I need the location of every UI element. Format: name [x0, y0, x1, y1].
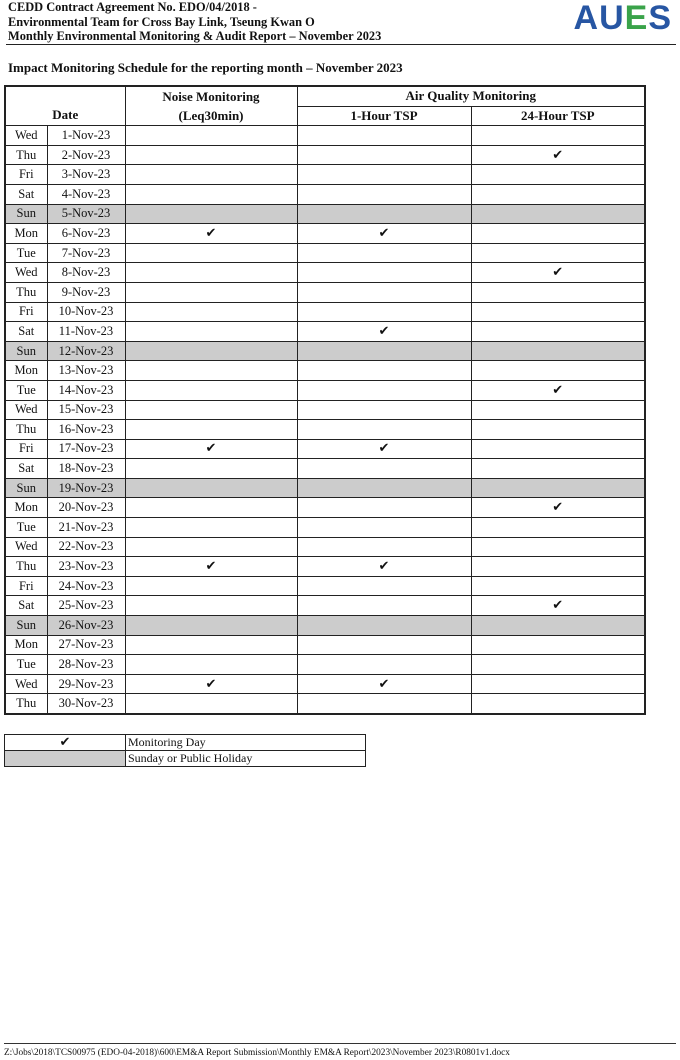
day-cell: Fri: [5, 576, 47, 596]
noise-cell: [125, 282, 297, 302]
day-cell: Sun: [5, 341, 47, 361]
tsp24-cell: [471, 537, 645, 557]
check-icon: ✔: [552, 147, 564, 163]
day-cell: Mon: [5, 224, 47, 244]
table-row: [5, 635, 645, 655]
noise-cell: [125, 302, 297, 322]
day-cell: Tue: [5, 518, 47, 538]
header-date: Date: [5, 86, 125, 126]
noise-cell: [125, 224, 297, 244]
date-cell: 12-Nov-23: [47, 341, 125, 361]
table-row: [5, 126, 645, 146]
tsp24-cell: [471, 498, 645, 518]
legend-row-tick: [5, 735, 366, 751]
noise-cell: [125, 459, 297, 479]
header-1hour-tsp: 1-Hour TSP: [297, 106, 471, 126]
day-cell: Tue: [5, 655, 47, 675]
table-row: [5, 420, 645, 440]
table-row: [5, 341, 645, 361]
noise-cell: [125, 341, 297, 361]
header-noise-unit: (Leq30min): [178, 108, 244, 123]
date-cell: 22-Nov-23: [47, 537, 125, 557]
noise-cell: [125, 439, 297, 459]
tsp1-cell: [297, 576, 471, 596]
table-row: [5, 400, 645, 420]
noise-cell: [125, 400, 297, 420]
tsp1-cell: [297, 694, 471, 714]
day-cell: Mon: [5, 635, 47, 655]
header-24hour-tsp: 24-Hour TSP: [471, 106, 645, 126]
date-cell: 29-Nov-23: [47, 674, 125, 694]
schedule-body: [5, 126, 645, 714]
date-cell: 16-Nov-23: [47, 420, 125, 440]
tsp24-cell: [471, 616, 645, 636]
day-cell: Tue: [5, 243, 47, 263]
noise-cell: [125, 557, 297, 577]
date-cell: 30-Nov-23: [47, 694, 125, 714]
logo-letter: A: [573, 0, 600, 37]
tsp24-cell: [471, 400, 645, 420]
monitoring-schedule-table: [4, 85, 646, 715]
tsp1-cell: [297, 322, 471, 342]
header-noise-title: Noise Monitoring: [162, 89, 260, 104]
date-cell: 15-Nov-23: [47, 400, 125, 420]
day-cell: Sat: [5, 184, 47, 204]
tsp24-cell: [471, 204, 645, 224]
tsp24-cell: [471, 439, 645, 459]
noise-cell: [125, 537, 297, 557]
legend-shade-swatch: [5, 751, 126, 767]
file-path-footer: Z:\Jobs\2018\TCS00975 (EDO-04-2018)\600\EM&A Report Submission\Monthly EM&A Report\2023\November 2023\R0801v1.docx: [4, 1043, 676, 1058]
table-row: [5, 596, 645, 616]
header-noise: [125, 86, 297, 126]
tsp24-cell: [471, 635, 645, 655]
day-cell: Thu: [5, 420, 47, 440]
tsp1-cell: [297, 243, 471, 263]
header-line-team: Environmental Team for Cross Bay Link, Tseung Kwan O: [8, 14, 315, 29]
date-cell: 19-Nov-23: [47, 478, 125, 498]
tsp1-cell: [297, 361, 471, 381]
day-cell: Wed: [5, 537, 47, 557]
tsp24-cell: [471, 282, 645, 302]
noise-cell: [125, 616, 297, 636]
date-cell: 28-Nov-23: [47, 655, 125, 675]
tsp24-cell: [471, 165, 645, 185]
day-cell: Tue: [5, 380, 47, 400]
noise-cell: [125, 596, 297, 616]
table-row: [5, 263, 645, 283]
day-cell: Sat: [5, 596, 47, 616]
noise-cell: [125, 322, 297, 342]
legend-shade-label: Sunday or Public Holiday: [126, 751, 366, 767]
date-cell: 5-Nov-23: [47, 204, 125, 224]
tsp24-cell: [471, 224, 645, 244]
date-cell: 9-Nov-23: [47, 282, 125, 302]
tsp1-cell: [297, 596, 471, 616]
table-row: [5, 380, 645, 400]
tsp24-cell: [471, 557, 645, 577]
day-cell: Wed: [5, 126, 47, 146]
day-cell: Wed: [5, 674, 47, 694]
noise-cell: [125, 478, 297, 498]
check-icon: ✔: [378, 225, 390, 241]
day-cell: Wed: [5, 263, 47, 283]
tsp1-cell: [297, 165, 471, 185]
tsp24-cell: [471, 576, 645, 596]
check-icon: ✔: [205, 676, 217, 692]
date-cell: 13-Nov-23: [47, 361, 125, 381]
tsp24-cell: [471, 694, 645, 714]
noise-cell: [125, 184, 297, 204]
logo-letter: S: [648, 0, 672, 37]
date-cell: 1-Nov-23: [47, 126, 125, 146]
date-cell: 7-Nov-23: [47, 243, 125, 263]
tsp1-cell: [297, 224, 471, 244]
date-cell: 21-Nov-23: [47, 518, 125, 538]
tsp1-cell: [297, 282, 471, 302]
table-row: [5, 557, 645, 577]
check-icon: ✔: [59, 735, 71, 750]
date-cell: 3-Nov-23: [47, 165, 125, 185]
table-row: [5, 655, 645, 675]
tsp24-cell: [471, 459, 645, 479]
table-row: [5, 282, 645, 302]
day-cell: Fri: [5, 439, 47, 459]
tsp24-cell: [471, 420, 645, 440]
day-cell: Mon: [5, 498, 47, 518]
day-cell: Wed: [5, 400, 47, 420]
tsp24-cell: [471, 341, 645, 361]
table-row: [5, 478, 645, 498]
table-row: [5, 694, 645, 714]
table-row: [5, 204, 645, 224]
tsp1-cell: [297, 459, 471, 479]
logo-letter: E: [624, 0, 649, 37]
noise-cell: [125, 518, 297, 538]
table-row: [5, 243, 645, 263]
date-cell: 17-Nov-23: [47, 439, 125, 459]
noise-cell: [125, 576, 297, 596]
date-cell: 4-Nov-23: [47, 184, 125, 204]
page-header: [6, 0, 676, 45]
check-icon: ✔: [552, 265, 564, 281]
tsp1-cell: [297, 635, 471, 655]
day-cell: Thu: [5, 557, 47, 577]
header-line-report: Monthly Environmental Monitoring & Audit Report – November 2023: [8, 29, 382, 43]
table-row: [5, 145, 645, 165]
table-row: [5, 616, 645, 636]
noise-cell: [125, 674, 297, 694]
date-cell: 27-Nov-23: [47, 635, 125, 655]
legend-row-shade: [5, 751, 366, 767]
tsp24-cell: [471, 145, 645, 165]
header-text: [8, 0, 381, 44]
noise-cell: [125, 380, 297, 400]
tsp24-cell: [471, 322, 645, 342]
date-cell: 24-Nov-23: [47, 576, 125, 596]
day-cell: Sun: [5, 204, 47, 224]
table-row: [5, 576, 645, 596]
table-row: [5, 184, 645, 204]
noise-cell: [125, 243, 297, 263]
tsp1-cell: [297, 518, 471, 538]
day-cell: Sat: [5, 459, 47, 479]
table-row: [5, 674, 645, 694]
tsp24-cell: [471, 243, 645, 263]
tsp1-cell: [297, 498, 471, 518]
noise-cell: [125, 126, 297, 146]
aues-logo: [574, 1, 673, 35]
tsp1-cell: [297, 557, 471, 577]
date-cell: 10-Nov-23: [47, 302, 125, 322]
noise-cell: [125, 420, 297, 440]
day-cell: Sat: [5, 322, 47, 342]
tsp1-cell: [297, 616, 471, 636]
tsp1-cell: [297, 674, 471, 694]
check-icon: ✔: [205, 441, 217, 457]
table-row: [5, 518, 645, 538]
tsp1-cell: [297, 400, 471, 420]
day-cell: Fri: [5, 302, 47, 322]
day-cell: Fri: [5, 165, 47, 185]
noise-cell: [125, 361, 297, 381]
date-cell: 2-Nov-23: [47, 145, 125, 165]
tsp1-cell: [297, 263, 471, 283]
check-icon: ✔: [552, 500, 564, 516]
date-cell: 11-Nov-23: [47, 322, 125, 342]
tsp24-cell: [471, 184, 645, 204]
header-air-quality: Air Quality Monitoring: [297, 86, 645, 106]
tsp24-cell: [471, 478, 645, 498]
tsp24-cell: [471, 596, 645, 616]
check-icon: ✔: [378, 559, 390, 575]
date-cell: 23-Nov-23: [47, 557, 125, 577]
day-cell: Sun: [5, 616, 47, 636]
date-cell: 26-Nov-23: [47, 616, 125, 636]
tsp1-cell: [297, 439, 471, 459]
noise-cell: [125, 145, 297, 165]
noise-cell: [125, 694, 297, 714]
day-cell: Mon: [5, 361, 47, 381]
check-icon: ✔: [205, 559, 217, 575]
tsp1-cell: [297, 478, 471, 498]
check-icon: ✔: [378, 323, 390, 339]
noise-cell: [125, 204, 297, 224]
tsp1-cell: [297, 380, 471, 400]
table-row: [5, 439, 645, 459]
tsp1-cell: [297, 655, 471, 675]
tsp1-cell: [297, 537, 471, 557]
noise-cell: [125, 263, 297, 283]
check-icon: ✔: [552, 382, 564, 398]
check-icon: ✔: [378, 676, 390, 692]
date-cell: 8-Nov-23: [47, 263, 125, 283]
tsp24-cell: [471, 674, 645, 694]
tsp1-cell: [297, 145, 471, 165]
table-row: [5, 302, 645, 322]
schedule-title: Impact Monitoring Schedule for the reporting month – November 2023: [8, 60, 403, 75]
check-icon: ✔: [378, 441, 390, 457]
noise-cell: [125, 165, 297, 185]
day-cell: Thu: [5, 694, 47, 714]
tsp24-cell: [471, 655, 645, 675]
tsp1-cell: [297, 204, 471, 224]
date-cell: 6-Nov-23: [47, 224, 125, 244]
noise-cell: [125, 635, 297, 655]
date-cell: 18-Nov-23: [47, 459, 125, 479]
check-icon: ✔: [205, 225, 217, 241]
tsp24-cell: [471, 263, 645, 283]
tsp1-cell: [297, 341, 471, 361]
tsp24-cell: [471, 380, 645, 400]
date-cell: 20-Nov-23: [47, 498, 125, 518]
legend-table: [4, 734, 366, 767]
table-row: [5, 224, 645, 244]
day-cell: Sun: [5, 478, 47, 498]
table-row: [5, 537, 645, 557]
tsp1-cell: [297, 302, 471, 322]
tsp24-cell: [471, 361, 645, 381]
check-icon: ✔: [552, 598, 564, 614]
table-row: [5, 361, 645, 381]
date-cell: 14-Nov-23: [47, 380, 125, 400]
tsp24-cell: [471, 518, 645, 538]
table-row: [5, 498, 645, 518]
tsp1-cell: [297, 184, 471, 204]
noise-cell: [125, 498, 297, 518]
legend-tick-label: Monitoring Day: [126, 735, 366, 751]
noise-cell: [125, 655, 297, 675]
legend-tick-symbol: [5, 735, 126, 751]
day-cell: Thu: [5, 145, 47, 165]
table-row: [5, 459, 645, 479]
tsp24-cell: [471, 126, 645, 146]
date-cell: 25-Nov-23: [47, 596, 125, 616]
logo-letter: U: [599, 0, 625, 37]
header-line-contract: CEDD Contract Agreement No. EDO/04/2018 -: [8, 0, 257, 14]
table-row: [5, 322, 645, 342]
day-cell: Thu: [5, 282, 47, 302]
table-row: [5, 165, 645, 185]
tsp1-cell: [297, 126, 471, 146]
tsp1-cell: [297, 420, 471, 440]
tsp24-cell: [471, 302, 645, 322]
